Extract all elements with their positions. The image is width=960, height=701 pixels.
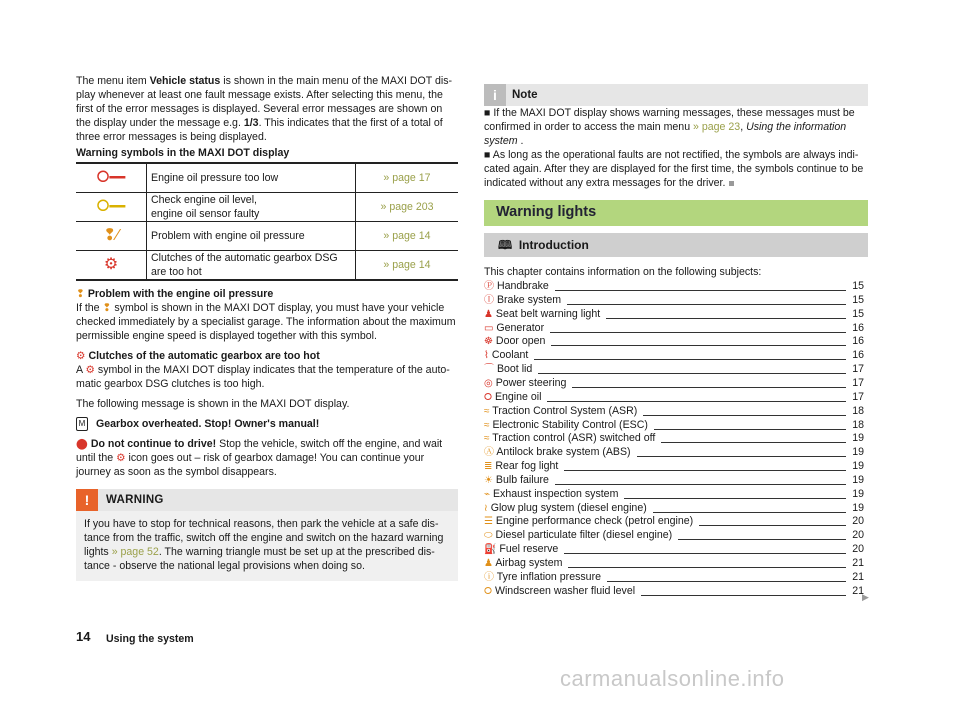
seatbelt-icon: ♟	[484, 308, 493, 320]
following-message: The following message is shown in the MAXI DOT display.	[76, 398, 350, 410]
gearbox-temp-icon: ⬤	[76, 438, 88, 451]
esc-icon: ≈	[484, 419, 490, 431]
page-link[interactable]: » page 14	[356, 222, 459, 251]
oil-pressure-fault-icon: ❢∕	[102, 226, 120, 244]
gearbox-temp-icon: ⚙	[116, 452, 126, 465]
dsg-section-title: Clutches of the automatic gearbox are too hot	[88, 350, 320, 362]
exclamation-icon: !	[76, 489, 98, 511]
toc-page: 16	[852, 349, 864, 362]
toc-page: 15	[852, 307, 864, 320]
battery-icon: ▭	[484, 322, 494, 334]
toc-label: Ⓘ Brake system	[484, 293, 567, 308]
toc-row[interactable]	[484, 307, 868, 321]
door-icon: ☸	[484, 336, 493, 348]
subsection-title: 🕮 Introduction	[498, 238, 589, 252]
book-icon: 🕮	[498, 238, 513, 252]
toc-page: 18	[852, 404, 864, 417]
toc-label: ☀ Bulb failure	[484, 473, 555, 488]
toc-row[interactable]	[484, 431, 868, 445]
toc-label: ≀ Glow plug system (diesel engine)	[484, 501, 653, 516]
toc-page: 19	[852, 460, 864, 473]
toc-row[interactable]	[484, 293, 868, 307]
fog-icon: ≣	[484, 461, 493, 473]
oil-paragraph: If the ❢ symbol is shown in the MAXI DOT display, you must have your vehicle checked immediately by a specialist garage. The information about the maximum permissible engine speed is displayed together with this symbol.	[76, 302, 456, 342]
toc-label: Ⓟ Handbrake	[484, 279, 555, 294]
tyre-icon: ⓘ	[484, 571, 494, 583]
toc-label: ▭ Generator	[484, 321, 550, 336]
gearbox-message: Gearbox overheated. Stop! Owner's manual!	[96, 418, 320, 430]
warning-text: If you have to stop for technical reasons, then park the vehicle at a safe dis-tance from the traffic, switch off the engine and switch on the hazard warning lights » page 52. The warning triangle must be set up at the prescribed dis-tance - observe the national legal provisions when doing so.	[84, 518, 444, 573]
table-cell-text: Problem with engine oil pressure	[147, 222, 356, 251]
toc-label: ⌇ Coolant	[484, 348, 534, 363]
toc-page: 19	[852, 473, 864, 486]
table-cell-text: Check engine oil level, engine oil sensor faulty	[147, 193, 356, 222]
toc-label: ≈ Traction control (ASR) switched off	[484, 431, 661, 446]
info-icon: i	[484, 84, 506, 106]
toc-page: 15	[852, 293, 864, 306]
intro-paragraph: The menu item Vehicle status is shown in the main menu of the MAXI DOT dis-play whenever at least one fault message exists. After selecting this menu, the first of the error messages is displayed. Several error messages are shown on the display under the message e.g. 1/3. This indicates that the first of a total of three error messages is being displayed.	[76, 75, 453, 143]
toc-row[interactable]	[484, 376, 868, 390]
toc-row[interactable]	[484, 418, 868, 432]
note-title: Note	[512, 89, 538, 101]
toc-page: 17	[852, 390, 864, 403]
toc-page: 21	[852, 557, 864, 569]
toc-label: ⭘ Engine oil	[484, 390, 547, 405]
bulb-icon: ☀	[484, 474, 493, 486]
toc-page: 21	[852, 584, 864, 597]
epc-icon: ☰	[484, 516, 493, 528]
left-column	[76, 74, 458, 581]
watermark: carmanualsonline.info	[560, 666, 785, 691]
toc-label: ≈ Electronic Stability Control (ESC)	[484, 418, 654, 433]
toc-label: ☸ Door open	[484, 334, 551, 349]
do-not-drive-paragraph: ⬤ Do not continue to drive! Stop the vehicle, switch off the engine, and wait until the ⚙ icon goes out – risk of gearbox damage! You can continue your journey as soon as the symbol disappears.	[76, 438, 443, 479]
toc-label: ⌒ Boot lid	[484, 362, 538, 377]
table-heading: Warning symbols in the MAXI DOT display	[76, 147, 290, 159]
toc-label: ♟ Airbag system	[484, 556, 568, 571]
toc-row[interactable]	[484, 542, 868, 556]
toc-label: ◎ Power steering	[484, 376, 572, 391]
toc-page: 20	[852, 529, 864, 542]
toc-leader	[484, 359, 846, 360]
page-number: 14	[76, 629, 91, 644]
toc-row[interactable]	[484, 473, 868, 487]
page-link[interactable]: » page 203	[356, 193, 459, 222]
toc-page: 16	[852, 321, 864, 334]
toc-row[interactable]	[484, 404, 868, 418]
note-body: ■ If the MAXI DOT display shows warning messages, these messages must be confirmed in order to access the main menu » page 23, Using the information system . ■ As long as the operational faults are not rectified, the symbols are always indi-cated again. After they are displayed for the first time, the symbols continue to be indicated without any extra messages for the driver.	[484, 107, 864, 189]
page-link[interactable]: » page 17	[356, 163, 459, 193]
toc-row[interactable]	[484, 348, 868, 362]
toc-row[interactable]	[484, 445, 868, 459]
table-row	[76, 251, 458, 281]
next-page-arrow-icon: ▶	[862, 592, 869, 602]
toc-label: ⌁ Exhaust inspection system	[484, 487, 624, 502]
toc-row[interactable]	[484, 487, 868, 501]
toc-page: 20	[852, 543, 864, 556]
toc-row[interactable]	[484, 334, 868, 348]
toc-row[interactable]	[484, 556, 868, 570]
coolant-icon: ⌇	[484, 350, 489, 362]
oil-can-icon: ⭘━	[96, 168, 126, 186]
table-row	[76, 193, 458, 222]
toc-row[interactable]	[484, 528, 868, 542]
table-cell-text: Engine oil pressure too low	[147, 163, 356, 193]
washer-icon: ⭘	[484, 585, 492, 597]
toc-label: ⛽ Fuel reserve	[484, 542, 564, 557]
toc-page: 19	[852, 487, 864, 500]
dpf-icon: ⬭	[484, 530, 493, 542]
table-cell-text: Clutches of the automatic gearbox DSG are too hot	[147, 251, 356, 281]
toc-label: ⭘ Windscreen washer fluid level	[484, 584, 641, 599]
exhaust-icon: ⌁	[484, 488, 491, 500]
section-title: Warning lights	[496, 204, 597, 220]
toc-leader	[484, 373, 846, 374]
toc-row[interactable]	[484, 279, 868, 293]
toc-row[interactable]	[484, 514, 868, 528]
page-link[interactable]: » page 14	[356, 251, 459, 281]
gearbox-temp-icon: ⚙	[85, 364, 95, 376]
oil-pressure-icon: ❢	[76, 288, 85, 300]
toc-label: ⬭ Diesel particulate filter (diesel engine)	[484, 528, 678, 543]
warning-box	[76, 489, 458, 581]
end-marker-icon	[729, 181, 734, 186]
asr-off-icon: ≈	[484, 433, 490, 445]
toc-page: 19	[852, 432, 864, 445]
oil-section-title: Problem with the engine oil pressure	[87, 288, 274, 300]
toc-row[interactable]	[484, 362, 868, 376]
toc-page: 21	[852, 570, 864, 583]
asr-icon: ≈	[484, 405, 490, 417]
toc-page: 20	[852, 515, 864, 528]
page-link[interactable]: » page 52	[111, 546, 159, 559]
toc-page: 19	[852, 501, 864, 514]
note-header	[484, 84, 868, 106]
toc-label: ≣ Rear fog light	[484, 459, 564, 474]
page-link[interactable]: » page 23	[693, 121, 741, 133]
toc-page: 17	[852, 376, 864, 389]
toc-row[interactable]	[484, 390, 868, 404]
toc-label: ♟ Seat belt warning light	[484, 307, 606, 322]
toc-page: 17	[852, 363, 864, 376]
toc-row[interactable]	[484, 459, 868, 473]
subjects-intro: This chapter contains information on the following subjects:	[484, 266, 762, 278]
oil-level-icon: ⭘━	[96, 197, 126, 215]
handbrake-icon: Ⓟ	[484, 281, 494, 292]
brake-icon: Ⓘ	[484, 294, 494, 306]
glowplug-icon: ≀	[484, 502, 488, 514]
table-row	[76, 222, 458, 251]
oil-icon: ⭘	[484, 391, 492, 403]
toc-label: ⓘ Tyre inflation pressure	[484, 570, 607, 585]
toc-row[interactable]	[484, 570, 868, 584]
airbag-icon: ♟	[484, 558, 493, 569]
fuel-icon: ⛽	[484, 544, 497, 556]
boot-icon: ⌒	[484, 364, 494, 376]
toc-page: 16	[852, 335, 864, 348]
toc-page: 19	[852, 446, 864, 459]
toc-page: 15	[852, 280, 864, 292]
oil-pressure-icon: ❢	[102, 302, 112, 314]
gearbox-hot-icon: ⚙	[103, 255, 119, 273]
toc-label: ☰ Engine performance check (petrol engine)	[484, 514, 699, 529]
abs-icon: Ⓐ	[484, 447, 494, 459]
toc-row[interactable]	[484, 584, 868, 598]
gearbox-temp-icon: ⚙	[76, 350, 86, 362]
toc-row[interactable]	[484, 321, 868, 335]
dsg-paragraph: A ⚙ symbol in the MAXI DOT display indicates that the temperature of the auto-matic gearbox DSG clutches is too high.	[76, 364, 450, 390]
table-row	[76, 163, 458, 193]
toc-page: 18	[852, 418, 864, 431]
footer-section: Using the system	[106, 633, 194, 645]
toc-label: Ⓐ Antilock brake system (ABS)	[484, 445, 637, 460]
toc-row[interactable]	[484, 501, 868, 515]
toc-label: ≈ Traction Control System (ASR)	[484, 404, 643, 419]
display-message-icon: M	[76, 417, 88, 431]
warning-symbols-table	[76, 162, 458, 281]
steering-icon: ◎	[484, 377, 493, 389]
warning-title: WARNING	[106, 494, 164, 507]
